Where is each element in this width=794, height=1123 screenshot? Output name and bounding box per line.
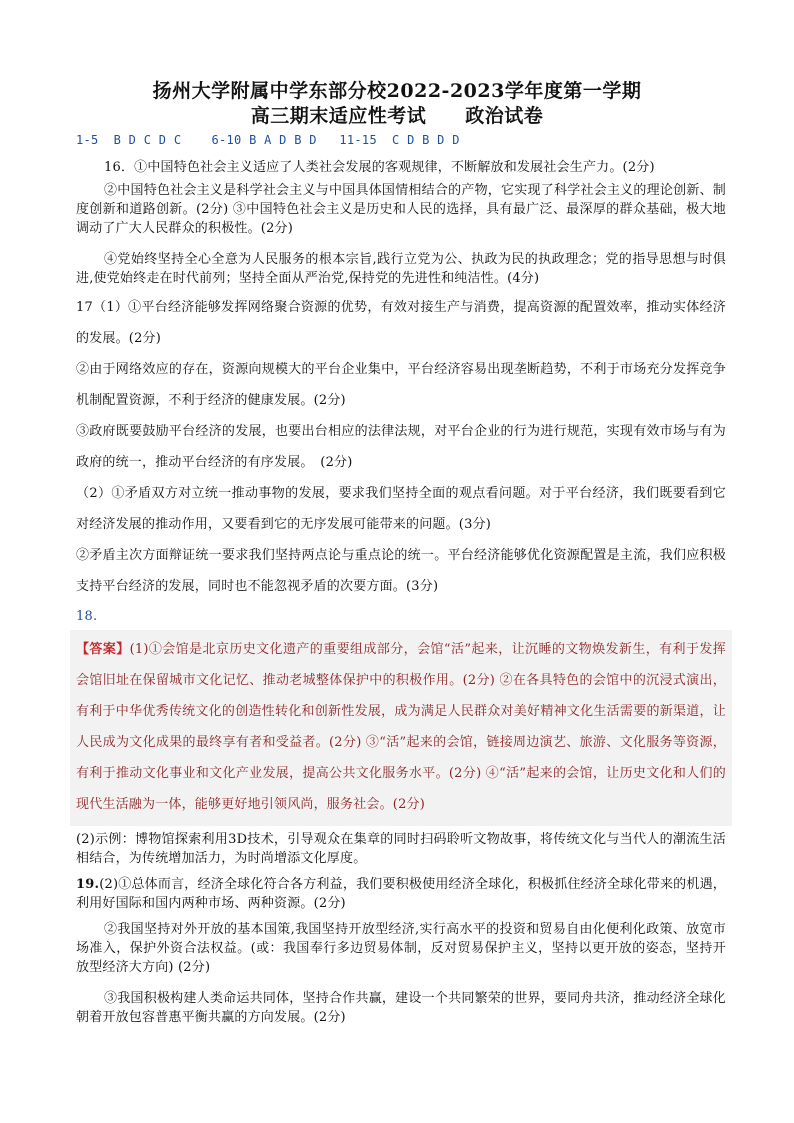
answer-tag: 【答案】 [76,642,130,657]
q16-paragraph-3: ④党始终坚持全心全意为人民服务的根本宗旨,践行立党为公、执政为民的执政理念；党的指导思想与时俱进,使党始终走在时代前列；坚持全面从严治党,保持党的先进性和纯洁性。(4分) [76,252,726,286]
document-title-line1: 扬州大学附属中学东部分校2022-2023学年度第一学期 [152,80,642,102]
q17-paragraph-2: ②由于网络效应的存在，资源向规模大的平台企业集中，平台经济容易出现垄断趋势，不利于市场充分发挥竞争机制配置资源，不利于经济的健康发展。(2分) [76,362,726,408]
q19-paragraph-1 [76,875,726,913]
q17-paragraph-5: ②矛盾主次方面辩证统一要求我们坚持两点论与重点论的统一。平台经济能够优化资源配置是主流，我们应积极支持平台经济的发展，同时也不能忽视矛盾的次要方面。(3分) [76,548,726,594]
q18-answer-text: (1)①会馆是北京历史文化遗产的重要组成部分，会馆“活”起来，让沉睡的文物焕发新生，有利于发挥会馆旧址在保留城市文化记忆、推动老城整体保护中的积极作用。(2分) ②在各具特色的会馆中的沉浸式演出，有利于中华优秀传统文化的创造性转化和创新性发展，成为满足人民群众对美好精神文化生活需要的新渠道，让人民成为文化成果的最终享有者和受益者。(2分) ③“活”起来的会馆，链接周边演艺、旅游、文化服务等资源，有利于推动文化事业和文化产业发展，提高公共文化服务水平。(2分) ④“活”起来的会馆，让历史文化和人们的现代生活融为一体，能够更好地引领风尚，服务社会。(2分) [76,642,726,812]
q17-paragraph-4: （2）①矛盾双方对立统一推动事物的发展，要求我们坚持全面的观点看问题。对于平台经济，我们既要看到它对经济发展的推动作用，又要看到它的无序发展可能带来的问题。(3分) [76,486,726,532]
q16-paragraph-1 [76,158,726,177]
q17-paragraph-1: 17（1）①平台经济能够发挥网络聚合资源的优势，有效对接生产与消费，提高资源的配置效率，推动实体经济的发展。(2分) [76,300,726,346]
q17-paragraph-3: ③政府既要鼓励平台经济的发展，也要出台相应的法律法规，对平台企业的行为进行规范，实现有效市场与有为政府的统一，推动平台经济的有序发展。 (2分) [76,424,726,470]
document-title-line2: 高三期末适应性考试 政治试卷 [250,105,544,127]
q19-point-1: (2)①总体而言，经济全球化符合各方利益，我们要积极使用经济全球化，积极抓住经济全球化带来的机遇，利用好国际和国内两种市场、两种资源。(2分) [76,877,726,911]
q16-paragraph-2: ②中国特色社会主义是科学社会主义与中国具体国情相结合的产物，它实现了科学社会主义的理论创新、制度创新和道路创新。(2分) ③中国特色社会主义是历史和人民的选择，具有最广泛、最深厚的群众基础，极大地调动了广大人民群众的积极性。(2分) [76,183,726,236]
q16-point-1: ①中国特色社会主义适应了人类社会发展的客观规律，不断解放和发展社会生产力。(2分) [134,160,655,175]
q18-part2: (2)示例：博物馆探索利用3D技术，引导观众在集章的同时扫码聆听文物故事，将传统文化与当代人的潮流生活相结合，为传统增加活力，为时尚增添文化厚度。 [76,832,726,866]
q18-answer-part1 [76,634,726,820]
q19-number: 19. [76,877,100,892]
q19-paragraph-3: ③我国积极构建人类命运共同体，坚持合作共赢，建设一个共同繁荣的世界，要同舟共济，推动经济全球化朝着开放包容普惠平衡共赢的方向发展。(2分) [76,991,726,1025]
q18-number: 18. [76,609,98,624]
q16-number: 16． [104,160,135,175]
q19-paragraph-2: ②我国坚持对外开放的基本国策,我国坚持开放型经济,实行高水平的投资和贸易自由化便利化政策、放宽市场准入，保护外资合法权益。(或：我国奉行多边贸易体制，反对贸易保护主义，坚持以更开放的姿态，坚持开放型经济大方向) (2分) [76,922,726,975]
multiple-choice-answer-key: 1-5 B D C D C 6-10 B A D B D 11-15 C D B D D [76,133,460,147]
